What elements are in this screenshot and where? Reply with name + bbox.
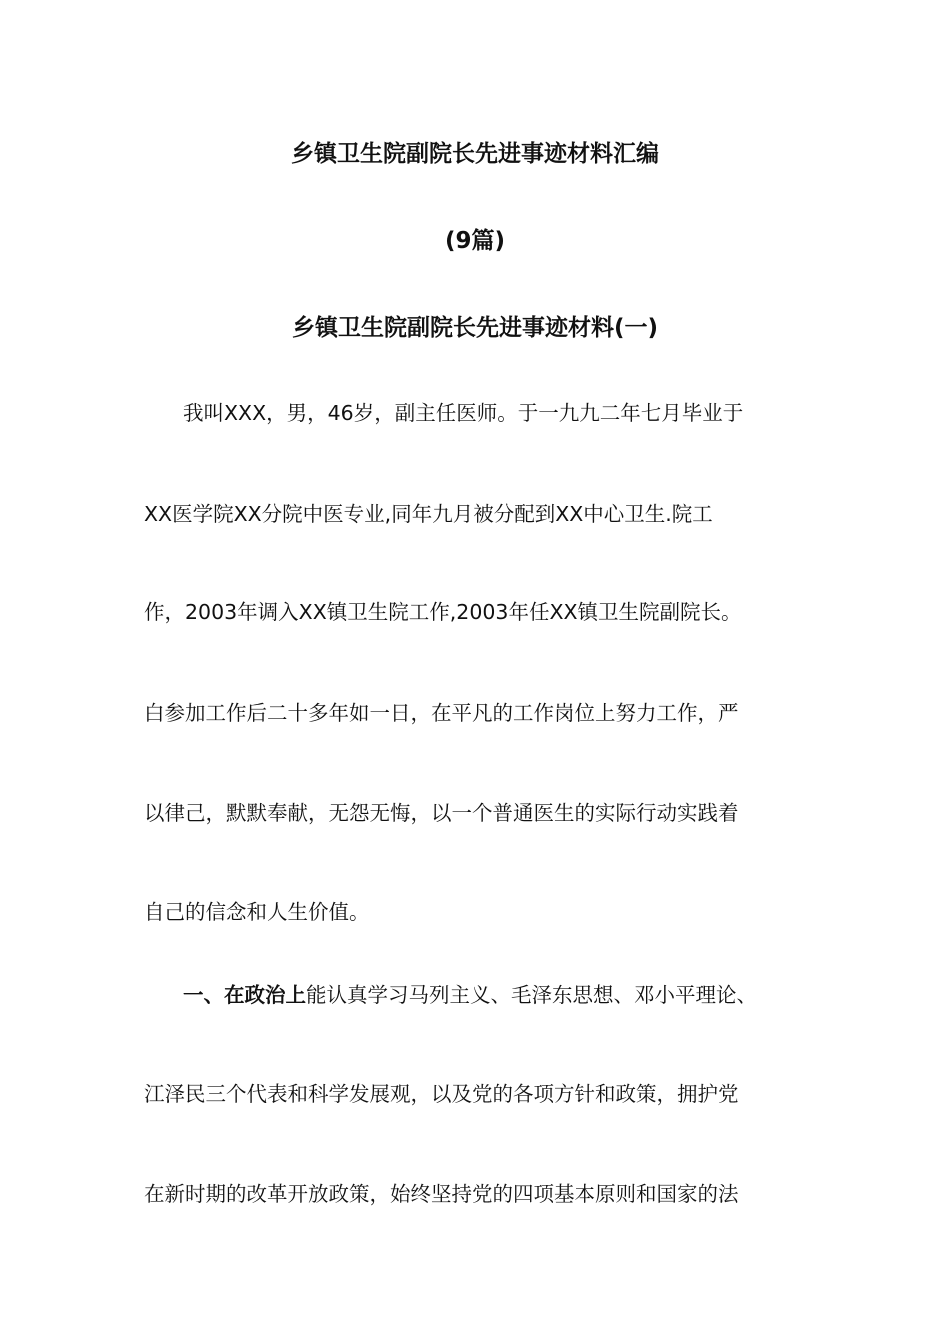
paragraph-line: 我叫XXX，男，46岁，副主任医师。于一九九二年七月毕业于 (183, 401, 744, 425)
paragraph-line (183, 981, 757, 1009)
section-title: 乡镇卫生院副院长先进事迹材料(一) (291, 315, 659, 341)
document-title: 乡镇卫生院副院长先进事迹材料汇编 (291, 141, 659, 167)
paragraph-line: 作，2003年调入XX镇卫生院工作,2003年任XX镇卫生院副院长。 (144, 600, 742, 624)
document-subtitle: (9篇) (444, 228, 506, 254)
paragraph-line: XX医学院XX分院中医专业,同年九月被分配到XX中心卫生.院工 (144, 502, 713, 526)
paragraph-text: 能认真学习马列主义、毛泽东思想、邓小平理论、 (306, 983, 757, 1007)
paragraph-line: 自己的信念和人生价值。 (144, 900, 370, 924)
paragraph-line: 以律己，默默奉献，无怨无悔，以一个普通医生的实际行动实践着 (144, 801, 739, 825)
paragraph-line: 白参加工作后二十多年如一日，在平凡的工作岗位上努力工作，严 (144, 701, 739, 725)
section-heading-inline: 一、在政治上 (183, 983, 306, 1007)
paragraph-line: 江泽民三个代表和科学发展观，以及党的各项方针和政策，拥护党 (144, 1082, 739, 1106)
paragraph-line: 在新时期的改革开放政策，始终坚持党的四项基本原则和国家的法 (144, 1182, 739, 1206)
